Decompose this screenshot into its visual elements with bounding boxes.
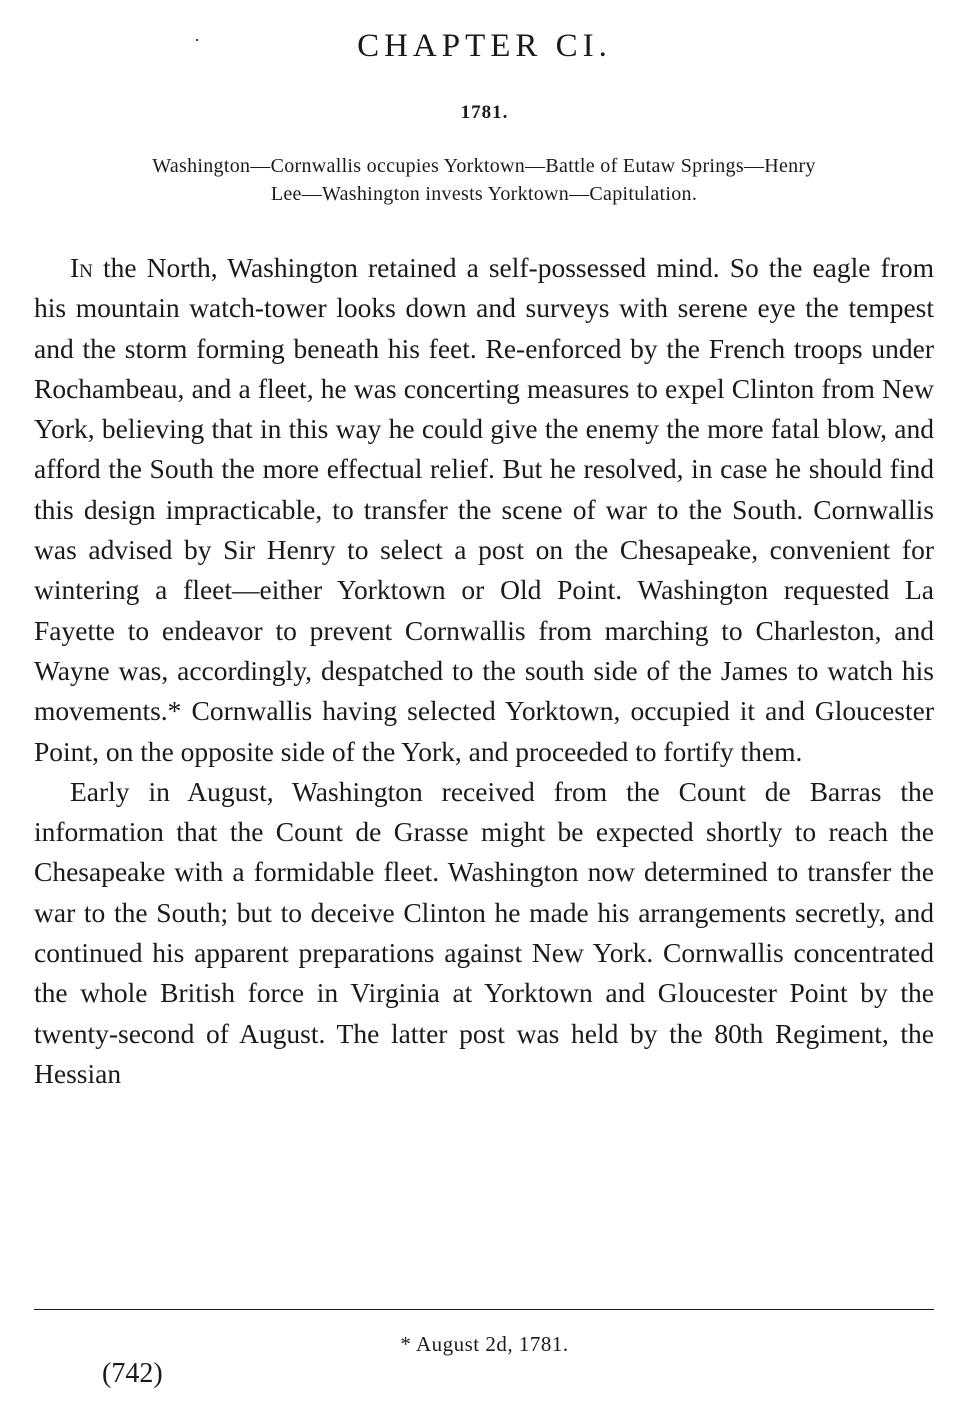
chapter-title: CHAPTER CI. [357,28,612,64]
opening-word: In [70,252,93,283]
chapter-summary-line-2: Lee—Washington invests Yorktown—Capitulation. [270,183,698,205]
footnote: * August 2d, 1781. [400,1332,569,1356]
paragraph-1 [34,248,934,772]
body-text [34,248,934,1094]
page-number: (742) [102,1358,163,1389]
chapter-summary [34,152,934,208]
chapter-year: 1781. [460,102,509,123]
paragraph-2: Early in August, Washington received from the Count de Barras the information that the Count de Grasse might be expected shortly to reach the Chesapeake with a formidable fleet. Washington now determined to transfer the war to the South; but to deceive Clinton he made his arrangements secretly, and continued his apparent preparations against New York. Cornwallis concentrated the whole British force in Virginia at Yorktown and Gloucester Point by the twenty-second of August. The latter post was held by the 80th Regiment, the Hessian [34,775,934,1089]
paragraph-1-text: the North, Washington retained a self-possessed mind. So the eagle from his mountain watch-tower looks down and surveys with serene eye the tempest and the storm forming beneath his feet. Re-enforced by the French troops under Rochambeau, and a fleet, he was concerting measures to expel Clinton from New York, believing that in this way he could give the enemy the more fatal blow, and afford the South the more effectual relief. But he resolved, in case he should find this design impracticable, to transfer the scene of war to the South. Cornwallis was advised by Sir Henry to select a post on the Chesapeake, convenient for wintering a fleet—either Yorktown or Old Point. Washington requested La Fayette to endeavor to prevent Cornwallis from marching to Charleston, and Wayne was, accordingly, despatched to the south side of the James to watch his movements.* Cornwallis having selected Yorktown, occupied it and Gloucester Point, on the opposite side of the York, and proceeded to fortify them. [34,252,934,767]
chapter-summary-line-1: Washington—Cornwallis occupies Yorktown—Battle of Eutaw Springs—Henry [152,155,816,177]
footnote-rule [34,1309,934,1310]
